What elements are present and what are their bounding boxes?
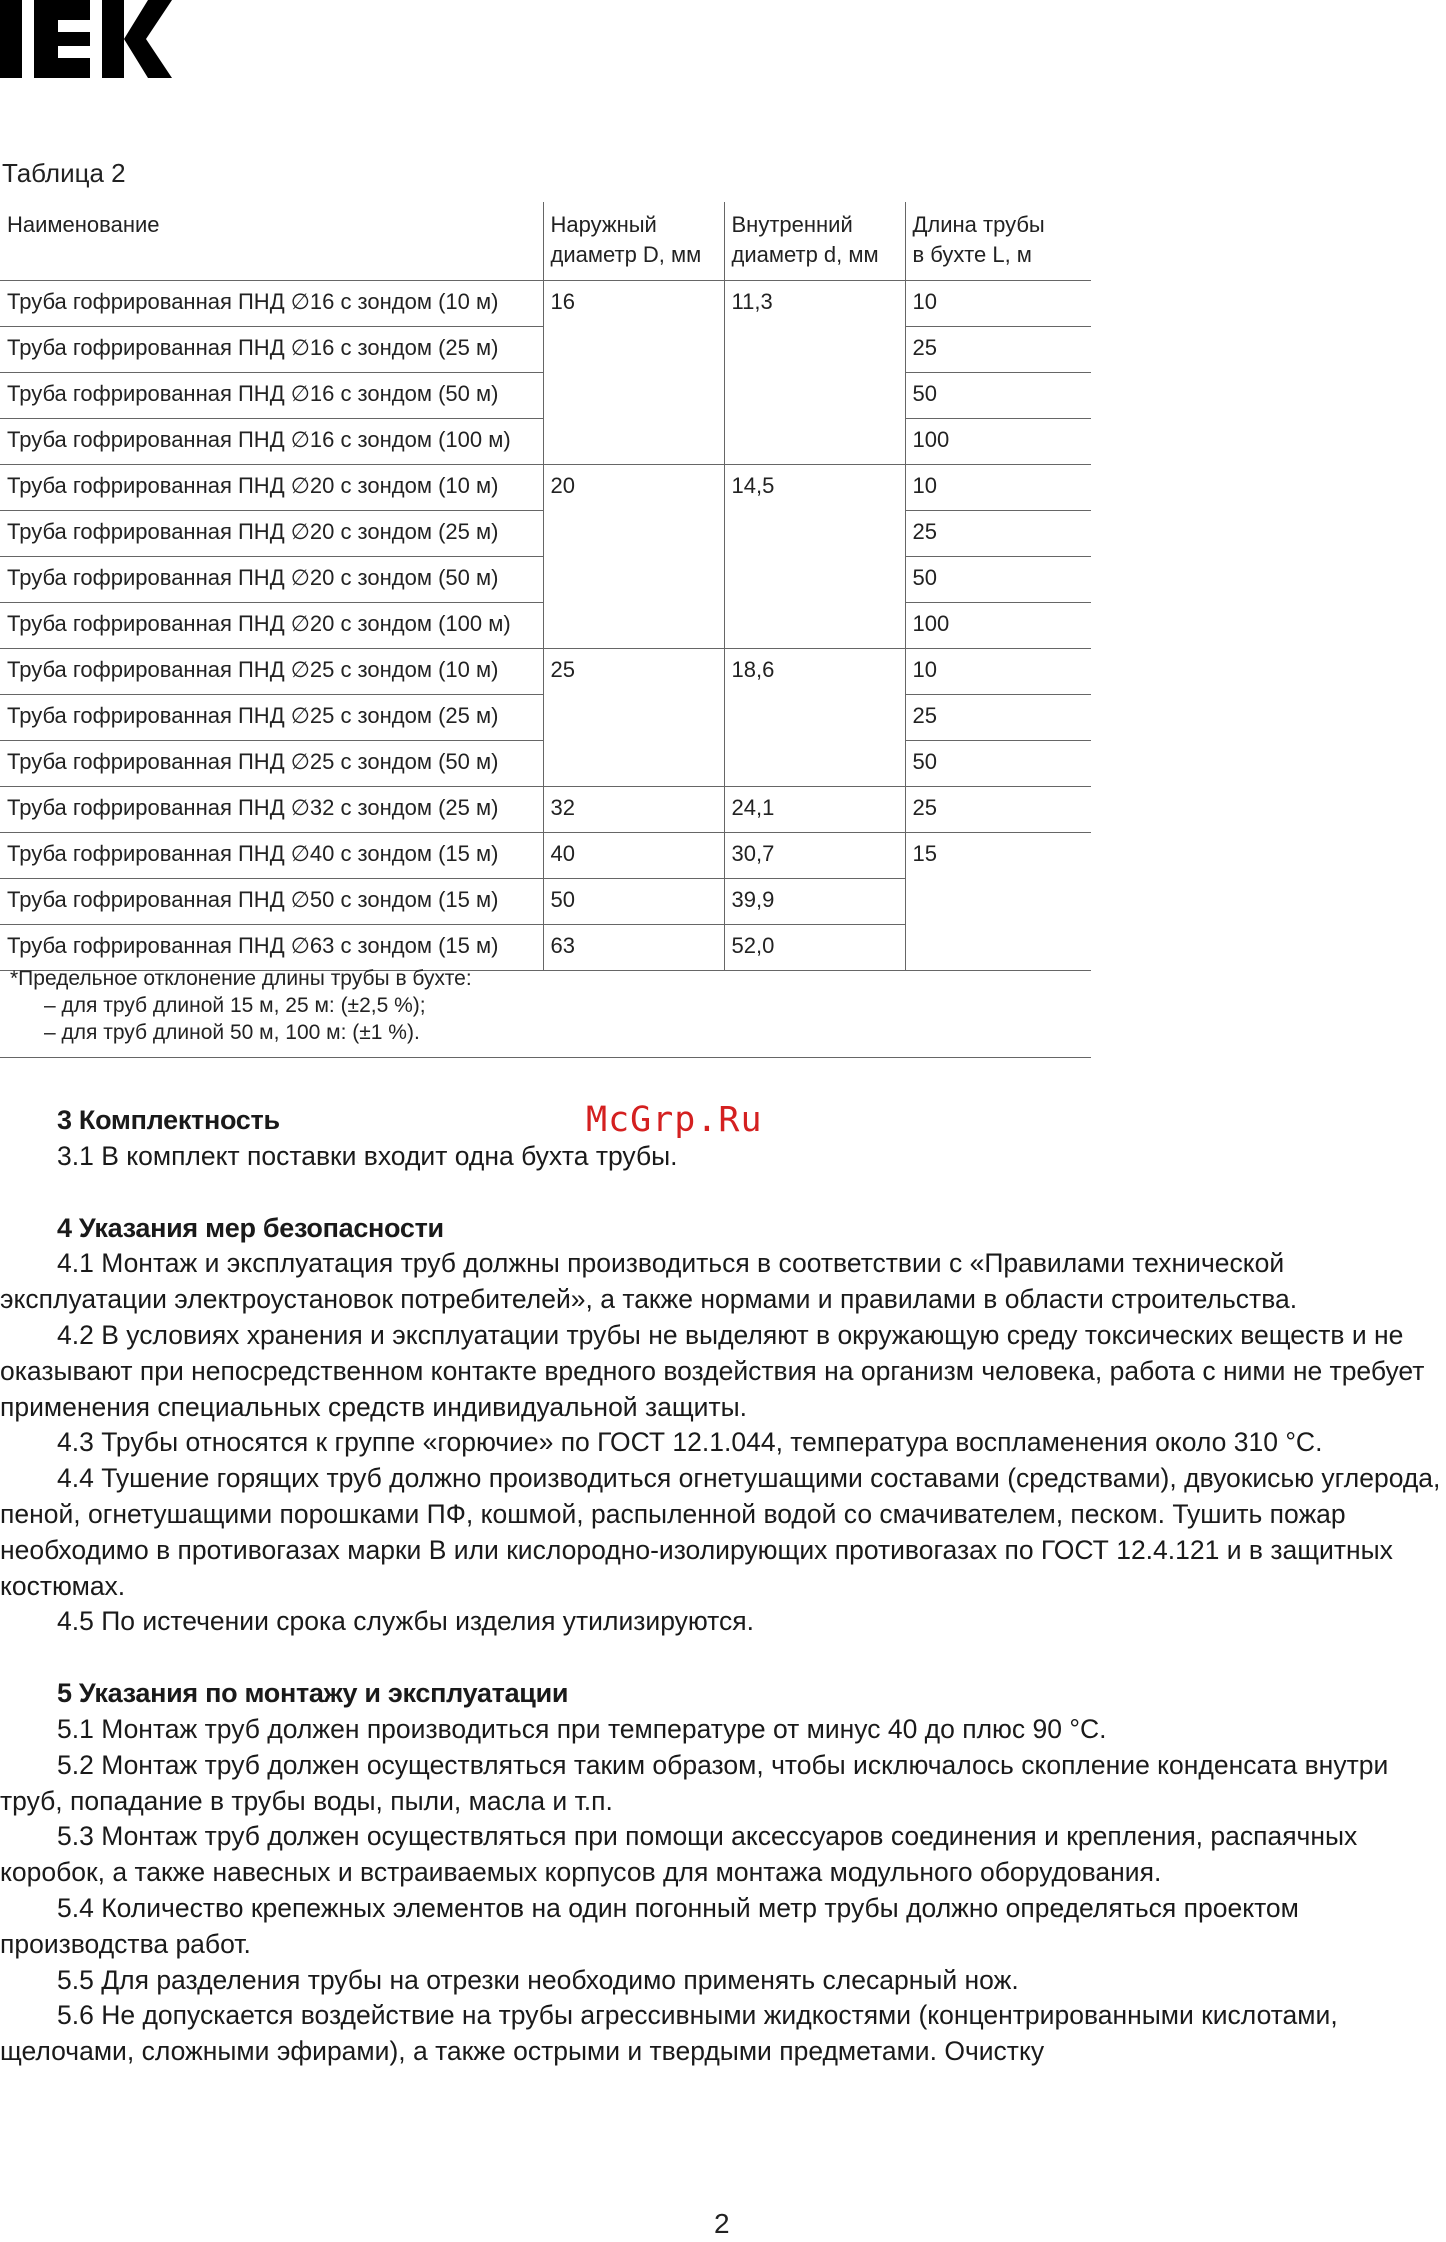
cell-length: 100 xyxy=(905,603,1091,649)
paragraph-4-2: 4.2 В условиях хранения и эксплуатации трубы не выделяют в окружающую среду токсических веществ и не оказывают при непосредственном контакте вредного воздействия на организм человека, работа с ними не требует применения специальных средств индивидуальной защиты. xyxy=(0,1319,1425,1422)
cell-outer: 32 xyxy=(543,787,724,833)
table-notes xyxy=(0,965,1091,1058)
cell-length: 50 xyxy=(905,741,1091,787)
cell-inner: 18,6 xyxy=(724,649,905,787)
iek-logo xyxy=(0,0,172,78)
paragraph-4-5: 4.5 По истечении срока службы изделия утилизируются. xyxy=(57,1606,754,1637)
cell-inner: 14,5 xyxy=(724,465,905,649)
paragraph-4-1: 4.1 Монтаж и эксплуатация труб должны производиться в соответствии с «Правилами технической эксплуатации электроустановок потребителей», а также нормами и правилами в области строительства. xyxy=(0,1248,1298,1315)
cell-length: 10 xyxy=(905,281,1091,327)
table-row xyxy=(0,833,1091,879)
cell-name: Труба гофрированная ПНД ∅20 с зондом (10 м) xyxy=(0,465,543,511)
section-5-heading: 5 Указания по монтажу и эксплуатации xyxy=(57,1678,569,1709)
cell-name: Труба гофрированная ПНД ∅40 с зондом (15 м) xyxy=(0,833,543,879)
table-row xyxy=(0,465,1091,511)
cell-name: Труба гофрированная ПНД ∅25 с зондом (10 м) xyxy=(0,649,543,695)
cell-length: 15 xyxy=(905,833,1091,971)
cell-name: Труба гофрированная ПНД ∅25 с зондом (50 м) xyxy=(0,741,543,787)
header-outer-diameter: Наружный диаметр D, мм xyxy=(543,202,724,281)
paragraph-5-4: 5.4 Количество крепежных элементов на один погонный метр трубы должно определяться проектом производства работ. xyxy=(0,1892,1299,1959)
table-header-row xyxy=(0,202,1091,281)
cell-inner: 11,3 xyxy=(724,281,905,465)
cell-outer: 25 xyxy=(543,649,724,787)
cell-length: 25 xyxy=(905,787,1091,833)
watermark-text: McGrp.Ru xyxy=(586,1100,763,1140)
cell-inner: 39,9 xyxy=(724,879,905,925)
table-caption: Таблица 2 xyxy=(2,158,126,188)
cell-name: Труба гофрированная ПНД ∅16 с зондом (100 м) xyxy=(0,419,543,465)
table-row xyxy=(0,281,1091,327)
cell-name: Труба гофрированная ПНД ∅16 с зондом (25 м) xyxy=(0,327,543,373)
spec-table xyxy=(0,202,1091,971)
document-body xyxy=(0,1103,1446,2070)
cell-inner: 24,1 xyxy=(724,787,905,833)
paragraph-5-1: 5.1 Монтаж труб должен производиться при температуре от минус 40 до плюс 90 °С. xyxy=(57,1713,1107,1744)
cell-outer: 20 xyxy=(543,465,724,649)
cell-length: 100 xyxy=(905,419,1091,465)
paragraph-4-4: 4.4 Тушение горящих труб должно производиться огнетушащими составами (средствами), двуокисью углерода, пеной, огнетушащими порошками ПФ, кошмой, распыленной водой со смачивателем, песком. Тушить пожар необходимо в противогазах марки В или кислородно-изолирующих противогазах по ГОСТ 12.4.121 и в защитных костюмах. xyxy=(0,1463,1441,1601)
note-line: *Предельное отклонение длины трубы в бухте: xyxy=(10,967,472,990)
cell-name: Труба гофрированная ПНД ∅63 с зондом (15 м) xyxy=(0,925,543,971)
cell-length: 10 xyxy=(905,649,1091,695)
page-number: 2 xyxy=(714,2208,730,2239)
paragraph-5-3: 5.3 Монтаж труб должен осуществляться при помощи аксессуаров соединения и крепления, распаячных коробок, а также навесных и встраиваемых корпусов для монтажа модульного оборудования. xyxy=(0,1821,1358,1888)
cell-outer: 63 xyxy=(543,925,724,971)
cell-name: Труба гофрированная ПНД ∅25 с зондом (25 м) xyxy=(0,695,543,741)
cell-name: Труба гофрированная ПНД ∅16 с зондом (50 м) xyxy=(0,373,543,419)
cell-name: Труба гофрированная ПНД ∅20 с зондом (50 м) xyxy=(0,557,543,603)
table-row xyxy=(0,649,1091,695)
cell-name: Труба гофрированная ПНД ∅20 с зондом (100 м) xyxy=(0,603,543,649)
cell-name: Труба гофрированная ПНД ∅16 с зондом (10 м) xyxy=(0,281,543,327)
cell-length: 25 xyxy=(905,511,1091,557)
cell-inner: 30,7 xyxy=(724,833,905,879)
cell-name: Труба гофрированная ПНД ∅50 с зондом (15 м) xyxy=(0,879,543,925)
cell-name: Труба гофрированная ПНД ∅32 с зондом (25 м) xyxy=(0,787,543,833)
paragraph-5-6: 5.6 Не допускается воздействие на трубы агрессивными жидкостями (концентрированными кислотами, щелочами, сложными эфирами), а также острыми и твердыми предметами. Очистку xyxy=(0,2000,1338,2067)
paragraph-3-1: 3.1 В комплект поставки входит одна бухта трубы. xyxy=(57,1140,678,1171)
cell-outer: 16 xyxy=(543,281,724,465)
header-length: Длина трубы в бухте L, м xyxy=(905,202,1091,281)
cell-outer: 40 xyxy=(543,833,724,879)
table-row xyxy=(0,787,1091,833)
note-line: – для труб длиной 50 м, 100 м: (±1 %). xyxy=(44,1021,420,1044)
note-line: – для труб длиной 15 м, 25 м: (±2,5 %); xyxy=(44,994,426,1017)
header-name: Наименование xyxy=(0,202,543,281)
paragraph-5-2: 5.2 Монтаж труб должен осуществляться таким образом, чтобы исключалось скопление конденсата внутри труб, попадание в трубы воды, пыли, масла и т.п. xyxy=(0,1749,1389,1816)
cell-name: Труба гофрированная ПНД ∅20 с зондом (25 м) xyxy=(0,511,543,557)
paragraph-4-3: 4.3 Трубы относятся к группе «горючие» по ГОСТ 12.1.044, температура воспламенения около 310 °С. xyxy=(57,1427,1323,1458)
cell-length: 25 xyxy=(905,327,1091,373)
section-4-heading: 4 Указания мер безопасности xyxy=(57,1212,444,1243)
section-3-heading: 3 Комплектность xyxy=(57,1105,280,1135)
cell-length: 10 xyxy=(905,465,1091,511)
cell-inner: 52,0 xyxy=(724,925,905,971)
cell-length: 50 xyxy=(905,373,1091,419)
header-inner-diameter: Внутренний диаметр d, мм xyxy=(724,202,905,281)
paragraph-5-5: 5.5 Для разделения трубы на отрезки необходимо применять слесарный нож. xyxy=(57,1964,1019,1995)
cell-outer: 50 xyxy=(543,879,724,925)
cell-length: 50 xyxy=(905,557,1091,603)
cell-length: 25 xyxy=(905,695,1091,741)
